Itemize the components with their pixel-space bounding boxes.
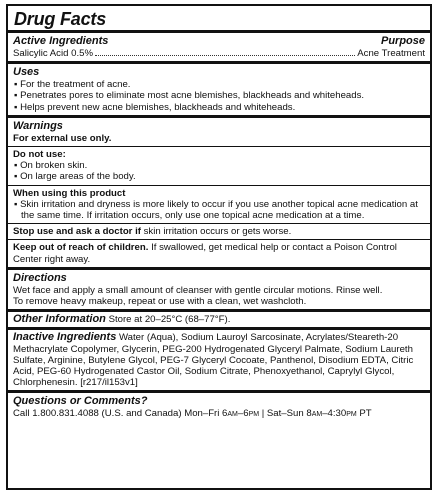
when-using-section xyxy=(13,186,425,224)
inactive-ingredients-heading: Inactive Ingredients xyxy=(13,331,117,344)
other-information-heading: Other Information xyxy=(13,313,106,326)
keep-out-section xyxy=(13,240,425,266)
when-using-item: ▪ Skin irritation and dryness is more likely to occur if you use another topical acne medication at the same time. If irritation occurs, only use one topical acne medication at a time. xyxy=(14,198,418,222)
stop-use-text: skin irritation occurs or gets worse. xyxy=(140,226,292,238)
when-using-heading: When using this product xyxy=(13,187,126,199)
active-ingredients-section xyxy=(13,33,425,61)
do-not-use-heading: Do not use: xyxy=(13,149,66,161)
active-purpose: Acne Treatment xyxy=(357,48,425,59)
uses-item: ▪ Helps prevent new acne blemishes, blackheads and whiteheads. xyxy=(14,101,296,113)
keep-out-heading: Keep out of reach of children. xyxy=(13,242,149,254)
other-information-section xyxy=(13,312,425,327)
active-ingredients-heading: Active Ingredients xyxy=(13,35,109,47)
do-not-use-section xyxy=(13,147,425,185)
purpose-heading: Purpose xyxy=(380,35,425,47)
drug-facts-panel xyxy=(6,4,432,490)
warnings-heading: Warnings xyxy=(13,119,63,132)
directions-line: To remove heavy makeup, repeat or use with a clean, wet washcloth. xyxy=(13,296,307,308)
directions-line: Wet face and apply a small amount of cleanser with gentle circular motions. Rinse well. xyxy=(13,284,383,296)
active-ingredient-row xyxy=(13,48,425,59)
warnings-section xyxy=(13,118,425,146)
uses-heading: Uses xyxy=(13,66,40,79)
uses-section xyxy=(13,64,425,115)
do-not-use-item: ▪ On broken skin. xyxy=(14,160,88,172)
active-header-row xyxy=(13,35,425,48)
uses-item: ▪ For the treatment of acne. xyxy=(14,79,131,91)
dot-leader xyxy=(95,55,355,56)
questions-heading: Questions or Comments? xyxy=(13,395,148,408)
uses-item: ▪ Penetrates pores to eliminate most acne blemishes, blackheads and whiteheads. xyxy=(14,90,365,102)
directions-heading: Directions xyxy=(13,271,67,284)
do-not-use-item: ▪ On large areas of the body. xyxy=(14,171,136,183)
inactive-ingredients-text: Water (Aqua), Sodium Lauroyl Sarcosinate, Acrylates/Steareth-20 Methacrylate Copolymer, Glycerin, PEG-200 Hydrogenated Glyceryl Palmate, Sodium Laureth Sulfate, Arginine, Butylene Glycol, PEG-7 Glyceryl Cocoate, Panthenol, Disodium EDTA, Citric Acid, PEG-60 Hydrogenated Castor Oil, Sodium Citrate, Phenoxyethanol, Caprylyl Glycol, Chlorphenesin. [r217/il153v1] xyxy=(13,332,414,389)
questions-section xyxy=(13,393,425,422)
keep-out-text: If swallowed, get medical help or contact a Poison Control Center right away. xyxy=(13,242,397,265)
external-use-warning: For external use only. xyxy=(13,132,112,144)
panel-title: Drug Facts xyxy=(14,9,107,29)
active-ingredient: Salicylic Acid 0.5% xyxy=(13,48,93,59)
stop-use-section xyxy=(13,224,425,239)
inactive-ingredients-section xyxy=(13,330,425,390)
stop-use-heading: Stop use and ask a doctor if xyxy=(13,226,141,238)
other-information-text: Store at 20–25°C (68–77°F). xyxy=(108,314,231,326)
directions-section xyxy=(13,270,425,309)
questions-phone-line: Call 1.800.831.4088 (U.S. and Canada) Mon–Fri 6AM–6PM | Sat–Sun 8AM–4:30PM PT xyxy=(13,408,372,420)
